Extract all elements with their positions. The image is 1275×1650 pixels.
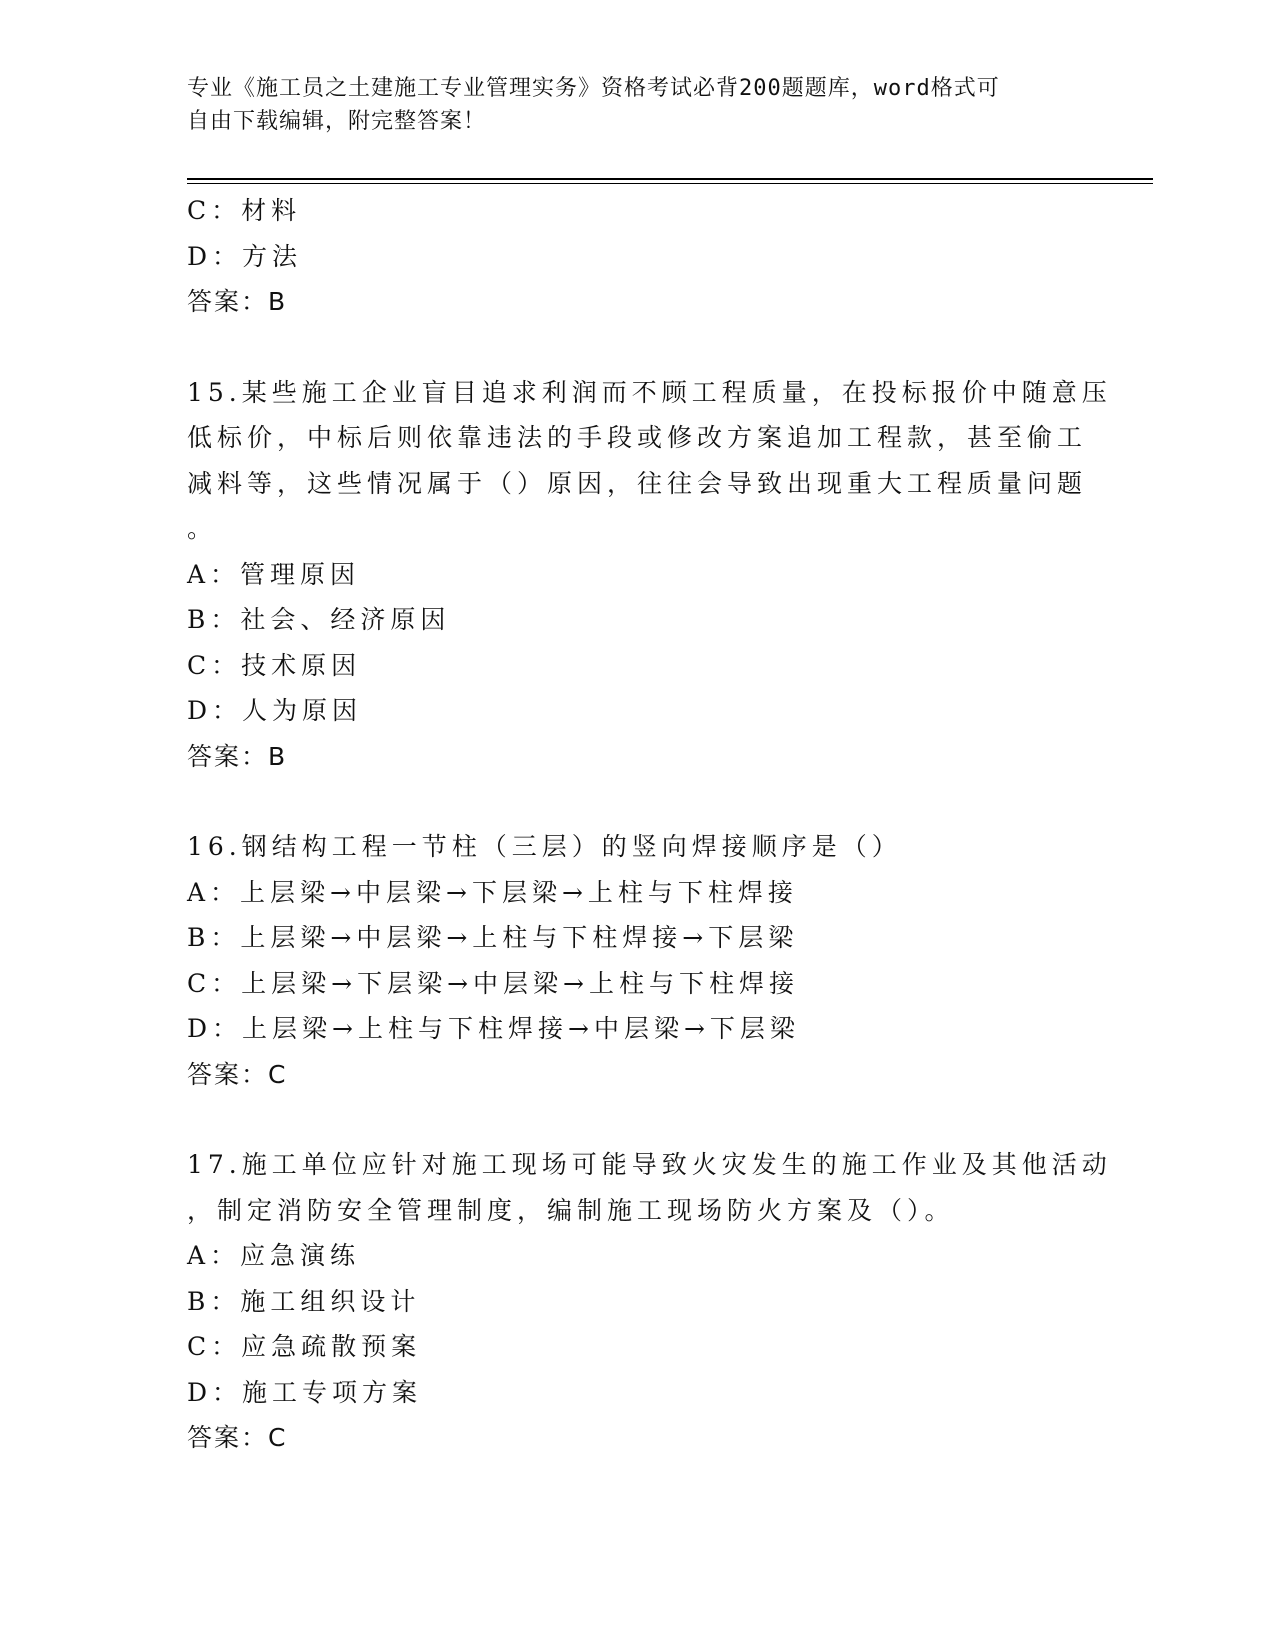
question-14-tail [187,188,1087,325]
option-a: A：上层梁→中层梁→下层梁→上柱与下柱焊接 [187,877,798,907]
option-a: A：应急演练 [187,1241,361,1270]
header-line-2: 自由下载编辑，附完整答案！ [187,109,487,134]
question-text-line: 16.钢结构工程一节柱（三层）的竖向焊接顺序是（） [187,832,902,861]
question-text-line: 减料等，这些情况属于（）原因，往往会导致出现重大工程质量问题 [187,468,1088,498]
option-c: C：材料 [187,196,302,225]
question-15 [187,370,1112,780]
spacer [187,779,1087,824]
answer: 答案：C [187,1423,288,1452]
option-b: B：上层梁→中层梁→上柱与下柱焊接→下层梁 [187,923,799,952]
question-text-line: 15.某些施工企业盲目追求利润而不顾工程质量，在投标报价中随意压 [187,377,1112,407]
answer: 答案：B [187,287,288,316]
spacer [187,1097,1087,1142]
document-header [187,72,1087,138]
spacer [187,325,1087,370]
answer: 答案：B [187,741,288,771]
question-text-line: 低标价，中标后则依靠违法的手段或修改方案追加工程款，甚至偷工 [187,423,1088,452]
option-c: C：上层梁→下层梁→中层梁→上柱与下柱焊接 [187,968,799,998]
option-b: B：社会、经济原因 [187,605,451,634]
question-17 [187,1142,1112,1461]
answer: 答案：C [187,1059,288,1089]
question-16 [187,824,1087,1097]
option-b: B：施工组织设计 [187,1286,421,1316]
option-d: D：上层梁→上柱与下柱焊接→中层梁→下层梁 [187,1014,800,1043]
option-d: D：施工专项方案 [187,1377,423,1407]
option-d: D：方法 [187,241,303,271]
question-text-line: ，制定消防安全管理制度，编制施工现场防火方案及（）。 [187,1195,955,1225]
option-d: D：人为原因 [187,696,363,725]
question-text-line: 17.施工单位应针对施工现场可能导致火灾发生的施工作业及其他活动 [187,1150,1112,1179]
question-list [187,188,1112,1461]
header-line-1: 专业《施工员之土建施工专业管理实务》资格考试必背200题题库，word格式可 [187,76,1000,101]
option-c: C：应急疏散预案 [187,1332,422,1361]
question-text-line: 。 [187,514,218,543]
option-c: C：技术原因 [187,650,362,680]
header-divider-thick [187,178,1153,180]
option-a: A：管理原因 [187,559,361,589]
header-divider-thin [187,183,1153,184]
